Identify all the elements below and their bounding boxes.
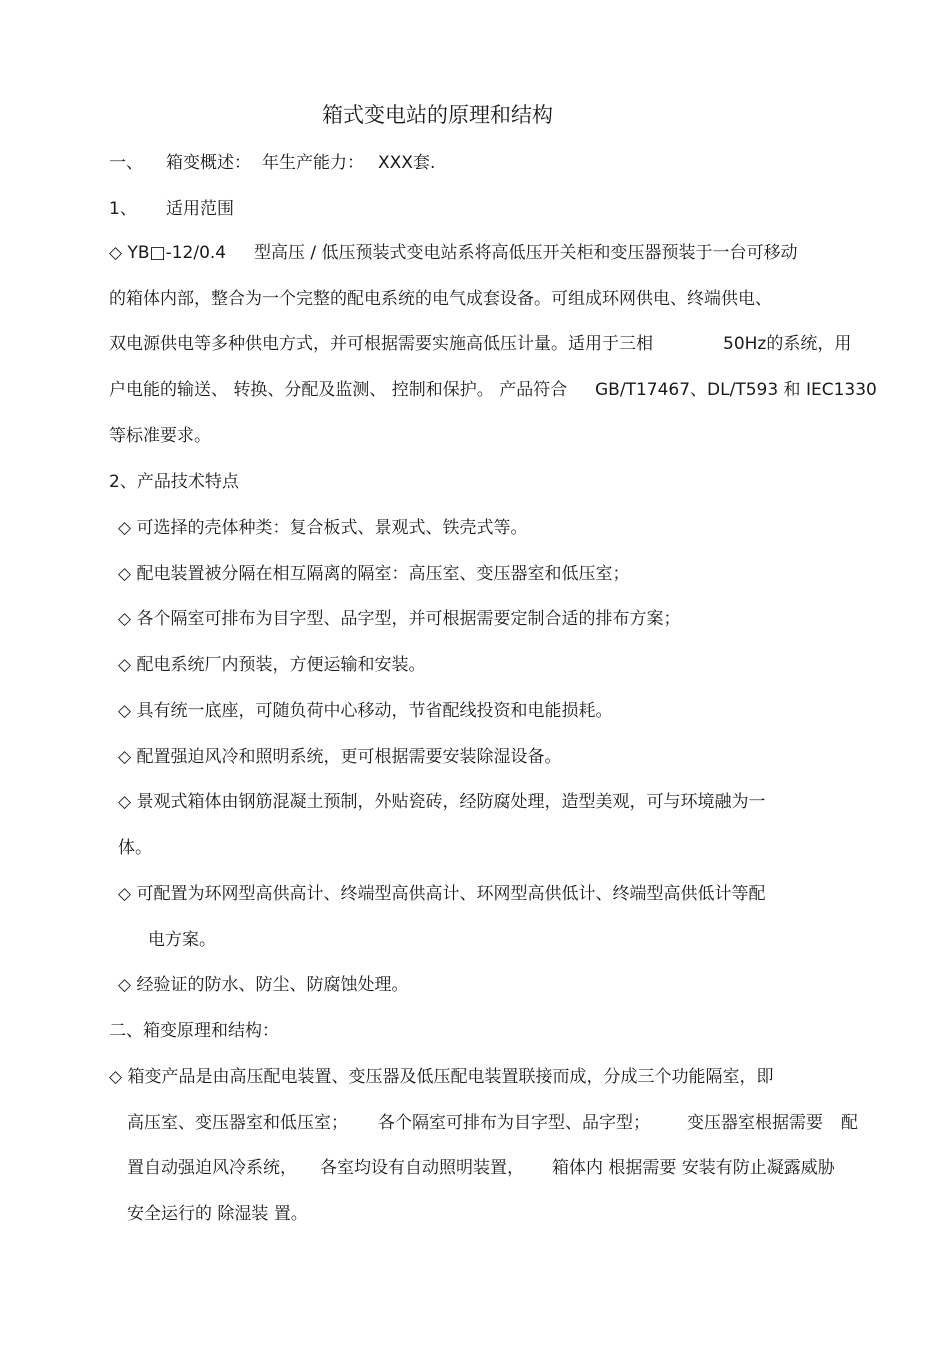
principle-line-3a: 置自动强迫风冷系统，: [127, 1158, 297, 1178]
capacity-label: 年生产能力：: [262, 153, 364, 173]
principle-line-2d: 配: [841, 1113, 858, 1133]
scope-line-3b: 50Hz的系统，用: [723, 334, 852, 354]
subsection1-number: 1、: [109, 199, 137, 219]
feature-item: ◇ 配电系统厂内预装，方便运输和安装。: [118, 655, 426, 675]
scope-line-4b: GB/T17467、DL/T593 和 IEC1330: [595, 380, 877, 400]
principle-line-2a: 高压室、变压器室和低压室；: [127, 1113, 348, 1133]
capacity-value: XXX套.: [378, 153, 436, 173]
section1-number: 一、: [109, 153, 143, 173]
section1-heading: 箱变概述：: [166, 153, 251, 173]
scope-line-3a: 双电源供电等多种供电方式，并可根据需要实施高低压计量。适用于三相: [109, 334, 653, 354]
feature-item-continuation: 电方案。: [148, 930, 216, 950]
feature-item: ◇ 具有统一底座，可随负荷中心移动，节省配线投资和电能损耗。: [118, 701, 613, 721]
scope-line-4a: 户电能的输送、 转换、分配及监测、 控制和保护。 产品符合: [109, 380, 568, 400]
feature-item: ◇ 可选择的壳体种类：复合板式、景观式、铁壳式等。: [118, 518, 528, 538]
principle-line-3b: 各室均设有自动照明装置，: [320, 1158, 524, 1178]
principle-line-2c: 变压器室根据需要: [687, 1113, 823, 1133]
principle-line-1: ◇ 箱变产品是由高压配电装置、变压器及低压配电装置联接而成，分成三个功能隔室，即: [109, 1067, 774, 1087]
scope-line-1a: ◇ YB□-12/0.4: [109, 243, 227, 263]
feature-item: ◇ 景观式箱体由钢筋混凝土预制，外贴瓷砖，经防腐处理，造型美观，可与环境融为一: [118, 792, 766, 812]
feature-item-continuation: 体。: [118, 838, 152, 858]
feature-item: ◇ 各个隔室可排布为目字型、品字型，并可根据需要定制合适的排布方案；: [118, 609, 681, 629]
scope-line-2: 的箱体内部，整合为一个完整的配电系统的电气成套设备。可组成环网供电、终端供电、: [109, 289, 772, 309]
scope-line-5: 等标准要求。: [109, 426, 211, 446]
scope-line-1b: 型高压 / 低压预装式变电站系将高低压开关柜和变压器预装于一台可移动: [254, 243, 798, 263]
principle-line-3c: 箱体内 根据需要 安装有防止凝露威胁: [552, 1158, 835, 1178]
feature-item: ◇ 可配置为环网型高供高计、终端型高供高计、环网型高供低计、终端型高供低计等配: [118, 884, 766, 904]
feature-item: ◇ 配电装置被分隔在相互隔离的隔室：高压室、变压器室和低压室；: [118, 564, 630, 584]
section2-heading: 二、箱变原理和结构：: [109, 1021, 279, 1041]
principle-line-4: 安全运行的 除湿装 置。: [127, 1204, 308, 1224]
feature-item: ◇ 经验证的防水、防尘、防腐蚀处理。: [118, 975, 409, 995]
principle-line-2b: 各个隔室可排布为目字型、品字型；: [378, 1113, 650, 1133]
feature-item: ◇ 配置强迫风冷和照明系统，更可根据需要安装除湿设备。: [118, 747, 562, 767]
subsection1-heading: 适用范围: [166, 199, 234, 219]
page-title: 箱式变电站的原理和结构: [322, 103, 553, 127]
subsection2-heading: 2、产品技术特点: [109, 472, 239, 492]
